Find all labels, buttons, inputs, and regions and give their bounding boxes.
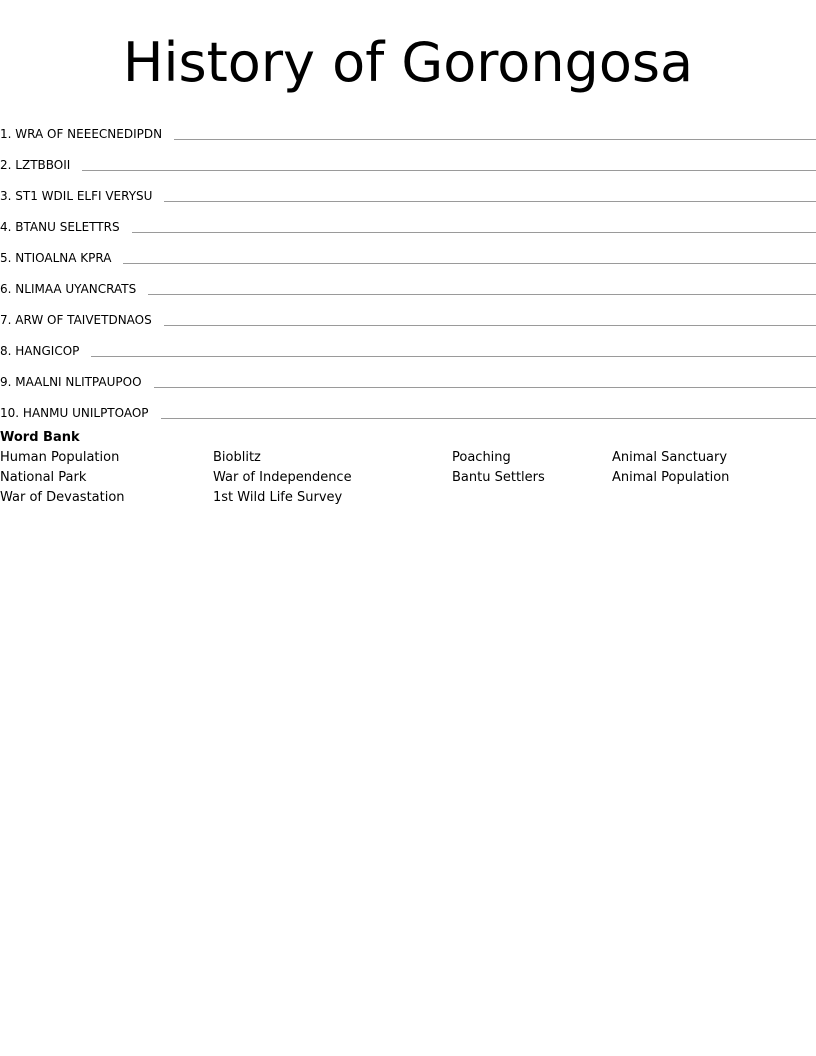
- scrambled-word: HANMU UNILPTOAOP: [22, 406, 149, 420]
- question-text: [0, 404, 161, 422]
- question-text: [0, 156, 82, 174]
- question-text: [0, 249, 123, 267]
- question-text: [0, 218, 132, 236]
- scrambled-word: LZTBBOII: [15, 158, 71, 172]
- answer-line[interactable]: [164, 200, 816, 202]
- answer-line[interactable]: [123, 262, 816, 264]
- word-bank-item: War of Independence: [213, 470, 352, 485]
- question-row: [0, 360, 816, 391]
- word-bank-item: Bantu Settlers: [452, 470, 545, 485]
- question-number: 8.: [0, 344, 12, 358]
- question-number: 3.: [0, 189, 12, 203]
- scrambled-word: WRA OF NEEECNEDIPDN: [15, 127, 163, 141]
- question-text: [0, 373, 154, 391]
- word-bank-item: War of Devastation: [0, 490, 125, 505]
- question-row: [0, 236, 816, 267]
- answer-line[interactable]: [164, 324, 816, 326]
- scrambled-word: NTIOALNA KPRA: [15, 251, 112, 265]
- answer-line[interactable]: [82, 169, 816, 171]
- question-row: [0, 205, 816, 236]
- question-text: [0, 311, 164, 329]
- question-row: [0, 329, 816, 360]
- question-number: 7.: [0, 313, 12, 327]
- question-text: [0, 342, 91, 360]
- question-row: [0, 267, 816, 298]
- answer-line[interactable]: [161, 417, 816, 419]
- scrambled-word: MAALNI NLITPAUPOO: [15, 375, 142, 389]
- page-title: History of Gorongosa: [122, 31, 694, 94]
- question-row: [0, 174, 816, 205]
- question-text: [0, 187, 164, 205]
- word-bank-item: Human Population: [0, 450, 120, 465]
- question-number: 6.: [0, 282, 12, 296]
- question-list: [0, 112, 816, 422]
- word-bank-title: Word Bank: [0, 430, 80, 445]
- scrambled-word: BTANU SELETTRS: [15, 220, 120, 234]
- question-row: [0, 391, 816, 422]
- question-number: 10.: [0, 406, 20, 420]
- word-bank-item: Poaching: [452, 450, 511, 465]
- question-number: 1.: [0, 127, 12, 141]
- question-number: 4.: [0, 220, 12, 234]
- question-number: 2.: [0, 158, 12, 172]
- question-row: [0, 112, 816, 143]
- answer-line[interactable]: [148, 293, 816, 295]
- answer-line[interactable]: [132, 231, 816, 233]
- answer-line[interactable]: [154, 386, 816, 388]
- scrambled-word: HANGICOP: [15, 344, 80, 358]
- question-text: [0, 280, 148, 298]
- word-bank-item: Bioblitz: [213, 450, 261, 465]
- word-bank-grid: [0, 448, 816, 508]
- word-bank-item: National Park: [0, 470, 87, 485]
- word-bank-item: Animal Population: [612, 470, 730, 485]
- question-row: [0, 143, 816, 174]
- scrambled-word: ARW OF TAIVETDNAOS: [15, 313, 152, 327]
- answer-line[interactable]: [174, 138, 816, 140]
- answer-line[interactable]: [91, 355, 816, 357]
- question-row: [0, 298, 816, 329]
- question-number: 9.: [0, 375, 12, 389]
- question-text: [0, 125, 174, 143]
- word-bank: [0, 428, 816, 508]
- question-number: 5.: [0, 251, 12, 265]
- scrambled-word: ST1 WDIL ELFI VERYSU: [15, 189, 153, 203]
- scrambled-word: NLIMAA UYANCRATS: [15, 282, 137, 296]
- word-bank-item: 1st Wild Life Survey: [213, 490, 343, 505]
- word-bank-item: Animal Sanctuary: [612, 450, 728, 465]
